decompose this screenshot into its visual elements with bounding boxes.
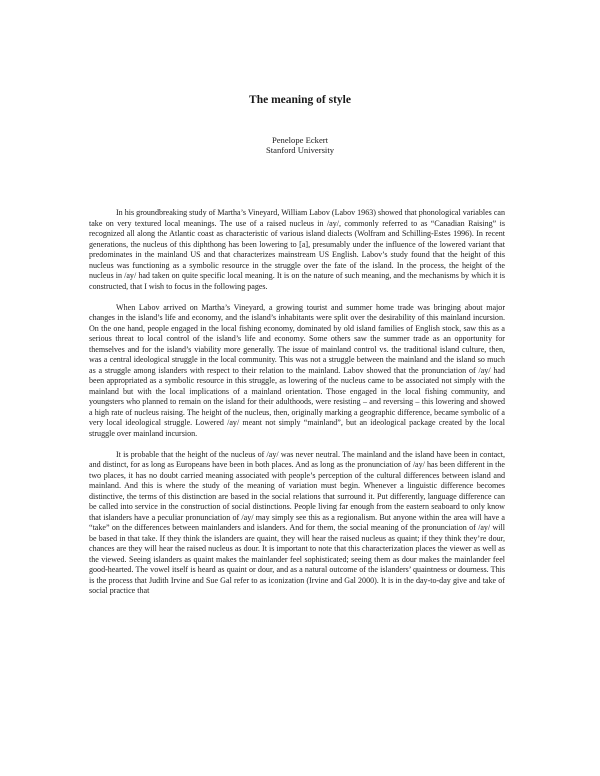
body-text [89, 208, 505, 607]
paragraph-1: In his groundbreaking study of Martha’s Vineyard, William Labov (Labov 1963) showed that phonological variables can take on very textured local meanings. The use of a raised nucleus in /ay/, commonly referred to as “Canadian Raising” is recognized all along the Atlantic coast as characteristic of various island dialects (Wolfram and Schilling-Estes 1996). In recent generations, the nucleus of this diphthong has been lowering to [a], presumably under the influence of the lowered variant that predominates in the mainland US and that characterizes mainstream US English. Labov’s study found that the height of this nucleus was functioning as a symbolic resource in the struggle over the fate of the island. In the process, the height of the nucleus in /ay/ had taken on quite specific local meaning. It is on the nature of such meaning, and the mechanisms by which it is constructed, that I wish to focus in the following pages. [89, 208, 505, 291]
paragraph-2: When Labov arrived on Martha’s Vineyard, a growing tourist and summer home trade was bringing about major changes in the island’s life and economy, and the island’s inhabitants were split over the desirability of this mainland incursion. On the one hand, people engaged in the local fishing economy, dominated by old island families of English stock, saw this as a serious threat to local control of the island’s life and economy. Some others saw the summer trade as an opportunity for themselves and for the island’s viability more generally. The issue of mainland control vs. the traditional island culture, then, was a central ideological struggle in the local community. This was not a struggle between the mainland and the island so much as a struggle among islanders with respect to their relation to the mainland. Labov showed that the pronunciation of /ay/ had been appropriated as a symbolic resource in this struggle, as lowering of the nucleus came to be associated not simply with the mainland but with the local implications of a mainland orientation. Those engaged in the local fishing community, and youngsters who planned to remain on the island for their adulthoods, were resisting – and reversing – this lowering and showed a high rate of nucleus raising. The height of the nucleus, then, originally marking a geographic difference, became symbolic of a very local ideological struggle. Lowered /ay/ meant not simply “mainland”, but an ideological package created by the local struggle over mainland incursion. [89, 302, 505, 438]
paragraph-3: It is probable that the height of the nucleus of /ay/ was never neutral. The mainland and the island have been in contact, and distinct, for as long as Europeans have been in both places. And as long as the pronunciation of /ay/ has been different in the two places, it has no doubt carried meaning associated with people’s perception of the cultural differences between island and mainland. And this is where the study of the meaning of variation must begin. Whenever a linguistic difference becomes distinctive, the terms of this distinction are based in the social relations that surround it. Put differently, language difference can be called into service in the construction of social distinctions. People living far enough from the eastern seaboard to only know that islanders have a peculiar pronunciation of /ay/ may simply see this as a regionalism. But anyone within the area will have a “take” on the differences between mainlanders and islanders. And for them, the social meaning of the pronunciation of /ay/ will be based in that take. If they think the islanders are quaint, they will hear the raised nucleus as quaint; if they think they’re dour, chances are they will hear the raised nucleus as dour. It is important to note that this characterization places the viewer as well as the viewed. Seeing islanders as quaint makes the mainlander feel sophisticated; seeing them as dour makes the mainlander feel good-hearted. The vowel itself is heard as quaint or dour, and as a natural outcome of the islanders’ quaintness or dourness. This is the process that Judith Irvine and Sue Gal refer to as iconization (Irvine and Gal 2000). It is in the day-to-day give and take of social practice that [89, 449, 505, 595]
author-affiliation: Stanford University [265, 145, 335, 155]
author-name: Penelope Eckert [271, 135, 329, 145]
paper-title: The meaning of style [249, 94, 351, 106]
